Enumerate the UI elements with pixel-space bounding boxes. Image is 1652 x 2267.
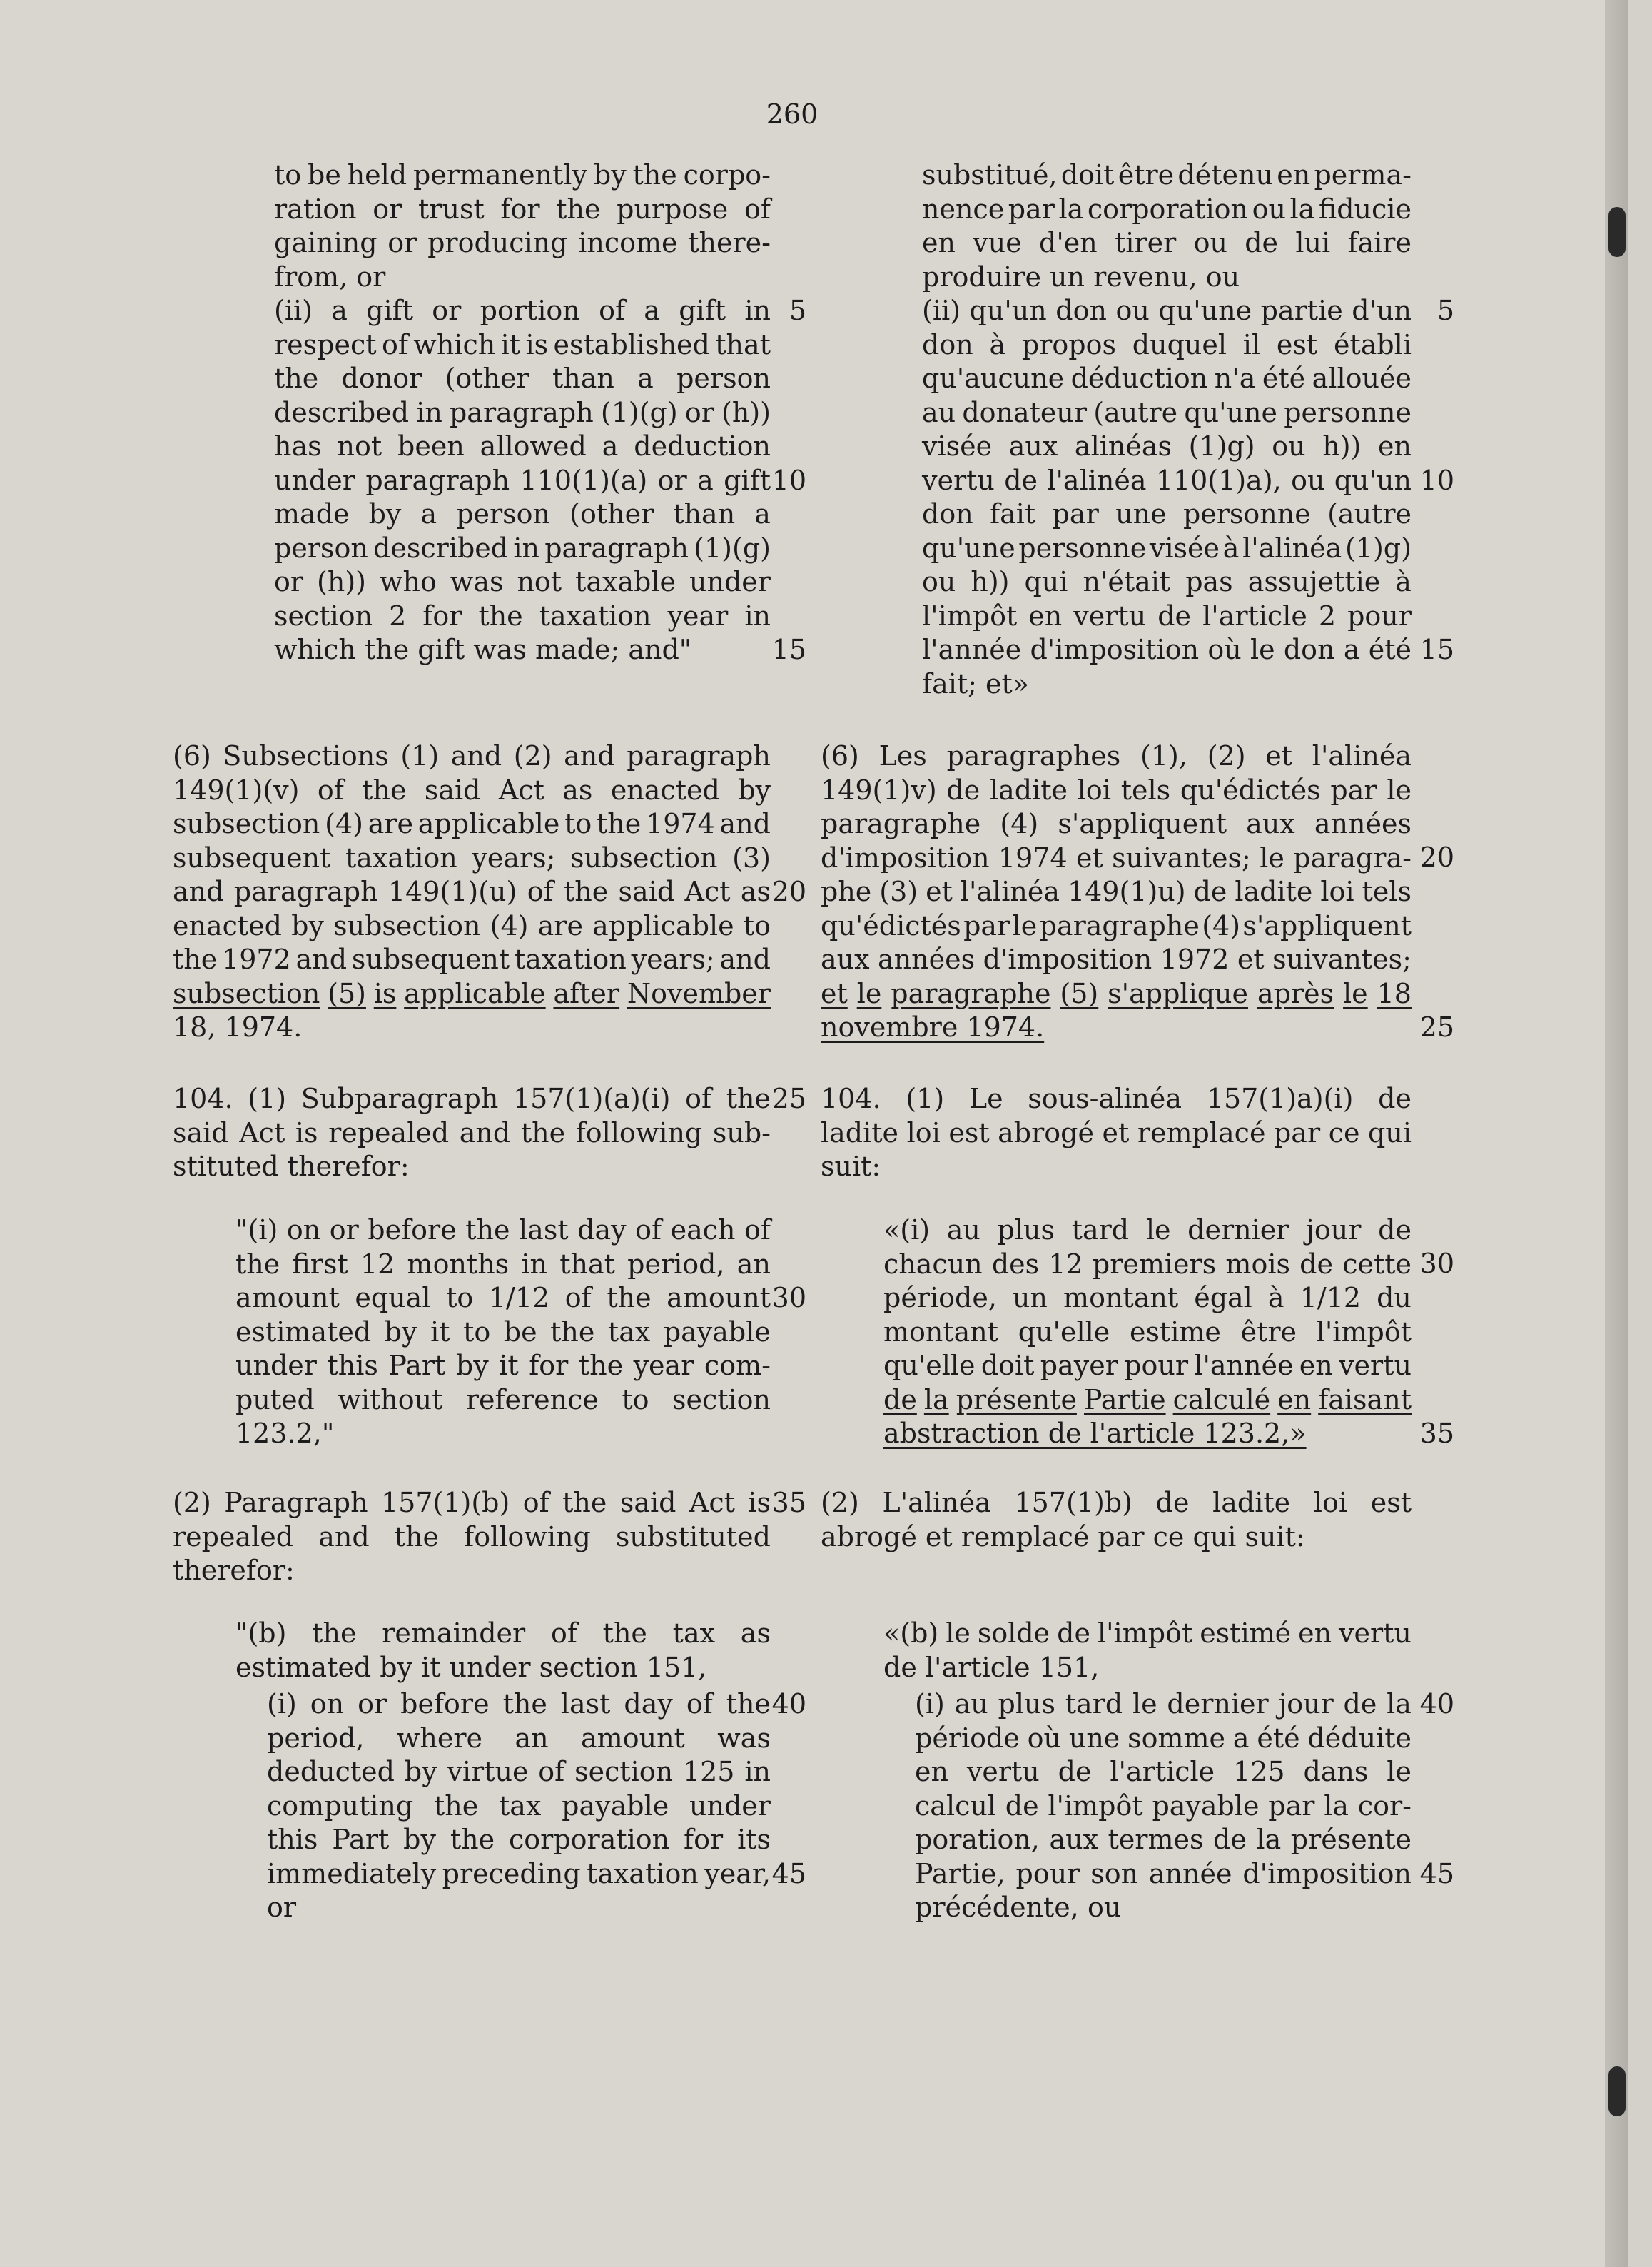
line-number: 15 xyxy=(1419,634,1454,665)
text-line: which the gift was made; and" xyxy=(274,634,692,665)
text-line: from, or xyxy=(274,261,386,293)
text-line: "(i) on or before the last day of each of xyxy=(235,1214,771,1246)
text-line: deducted by virtue of section 125 in xyxy=(267,1756,771,1787)
text-line: ladite loi est abrogé et remplacé par ce qui xyxy=(821,1116,1412,1148)
text-line: qu'elle doit payer pour l'année en vertu xyxy=(883,1350,1412,1381)
text-line: estimated by it to be the tax payable xyxy=(235,1316,771,1348)
text-line: abrogé et remplacé par ce qui suit: xyxy=(821,1520,1305,1552)
line-number: 30 xyxy=(1419,1248,1454,1279)
text-line: en vertu de l'article 125 dans le xyxy=(915,1756,1412,1787)
text-line: l'impôt en vertu de l'article 2 pour xyxy=(922,600,1412,632)
fr-para-clause-i xyxy=(915,1687,1412,1925)
line-number: 35 xyxy=(1419,1418,1454,1449)
text-line: repealed and the following substituted xyxy=(173,1520,771,1552)
fr-para-paragraph-b xyxy=(883,1617,1412,1685)
text-line: substitué, doit être détenu en perma- xyxy=(922,159,1412,191)
line-number: 10 xyxy=(1419,465,1454,496)
text-line: 149(1)v) de ladite loi tels qu'édictés par le xyxy=(821,774,1412,806)
text-line: gaining or producing income there- xyxy=(274,227,771,258)
text-line: the donor (other than a person xyxy=(274,363,771,394)
text-line: en vue d'en tirer ou de lui faire xyxy=(922,227,1412,258)
text-line: "(b) the remainder of the tax as xyxy=(235,1617,771,1649)
en-para-section-104-1 xyxy=(173,1082,771,1184)
text-line: made by a person (other than a xyxy=(274,498,771,530)
text-line: this Part by the corporation for its xyxy=(267,1824,771,1855)
text-line: (2) Paragraph 157(1)(b) of the said Act is xyxy=(173,1487,771,1518)
en-para-subparagraph-i xyxy=(235,1213,771,1451)
text-line-underlined: novembre 1974. xyxy=(821,1011,1045,1043)
text-line: don à propos duquel il est établi xyxy=(922,328,1412,360)
text-line: amount equal to 1/12 of the amount xyxy=(235,1282,771,1313)
text-line: section 2 for the taxation year in xyxy=(274,600,771,632)
text-line: estimated by it under section 151, xyxy=(235,1651,707,1683)
text-line-underlined: subsection (5) is applicable after November xyxy=(173,977,771,1009)
text-line: période où une somme a été déduite xyxy=(915,1722,1412,1754)
text-line: poration, aux termes de la présente xyxy=(915,1824,1412,1855)
text-line: qu'aucune déduction n'a été allouée xyxy=(922,363,1412,394)
text-line: de l'article 151, xyxy=(883,1651,1100,1683)
text-line: to be held permanently by the corpo- xyxy=(274,159,771,191)
text-line: or xyxy=(267,1892,297,1923)
text-line: (i) on or before the last day of the xyxy=(267,1688,771,1720)
en-para-paragraph-b xyxy=(235,1617,771,1685)
text-line: Partie, pour son année d'imposition xyxy=(915,1857,1412,1889)
line-number: 20 xyxy=(771,876,806,907)
text-line: vertu de l'alinéa 110(1)a), ou qu'un xyxy=(922,464,1412,496)
en-para-clause-i xyxy=(267,1687,771,1925)
line-number: 5 xyxy=(1436,295,1454,326)
line-number: 5 xyxy=(789,295,806,326)
text-line: «(i) au plus tard le dernier jour de xyxy=(883,1214,1412,1246)
line-number: 30 xyxy=(771,1282,806,1313)
text-line: (2) L'alinéa 157(1)b) de ladite loi est xyxy=(821,1487,1412,1518)
en-para-subsection-6 xyxy=(173,739,771,1045)
binder-hole-bottom xyxy=(1608,2066,1626,2116)
fr-para-quote-continuation xyxy=(922,158,1412,701)
text-line: l'année d'imposition où le don a été xyxy=(922,634,1412,665)
text-line: qu'édictés par le paragraphe (4) s'appliquent xyxy=(821,909,1412,941)
text-line: person described in paragraph (1)(g) xyxy=(274,532,771,564)
text-line: and paragraph 149(1)(u) of the said Act as xyxy=(173,876,771,907)
text-line: the first 12 months in that period, an xyxy=(235,1248,771,1280)
text-line: computing the tax payable under xyxy=(267,1789,771,1822)
fr-para-subsection-6 xyxy=(821,739,1412,1045)
text-line: 104. (1) Le sous-alinéa 157(1)a)(i) de xyxy=(821,1083,1412,1114)
text-line: (6) Subsections (1) and (2) and paragraph xyxy=(173,740,771,772)
binder-hole-top xyxy=(1608,207,1626,257)
text-line: respect of which it is established that xyxy=(274,328,771,360)
text-line: 149(1)(v) of the said Act as enacted by xyxy=(173,774,771,806)
text-line: précédente, ou xyxy=(915,1892,1122,1923)
text-line: period, where an amount was xyxy=(267,1722,771,1754)
text-line: montant qu'elle estime être l'impôt xyxy=(883,1316,1412,1348)
text-line: paragraphe (4) s'appliquent aux années xyxy=(821,808,1412,839)
text-line: phe (3) et l'alinéa 149(1)u) de ladite loi tels xyxy=(821,876,1412,907)
text-line: visée aux alinéas (1)g) ou h)) en xyxy=(922,430,1412,462)
text-line: chacun des 12 premiers mois de cette xyxy=(883,1248,1412,1280)
fr-para-section-104-2 xyxy=(821,1486,1412,1554)
text-line: produire un revenu, ou xyxy=(922,261,1240,293)
text-line: (ii) a gift or portion of a gift in xyxy=(274,295,771,326)
text-line: immediately preceding taxation year, xyxy=(267,1857,771,1889)
text-line: or (h)) who was not taxable under xyxy=(274,566,771,597)
text-line: d'imposition 1974 et suivantes; le paragra- xyxy=(821,842,1412,874)
text-line-underlined: et le paragraphe (5) s'applique après le 18 xyxy=(821,977,1412,1009)
line-number: 45 xyxy=(771,1858,806,1889)
text-line: fait; et» xyxy=(922,667,1030,700)
text-line: nence par la corporation ou la fiducie xyxy=(922,193,1412,225)
text-line: described in paragraph (1)(g) or (h)) xyxy=(274,396,771,428)
text-line-underlined: de la présente Partie calculé en faisant xyxy=(883,1383,1412,1415)
page-edge-shadow xyxy=(1605,0,1628,2267)
text-line: suit: xyxy=(821,1151,881,1182)
en-para-section-104-2 xyxy=(173,1486,771,1588)
text-line: 18, 1974. xyxy=(173,1011,303,1043)
text-line: (6) Les paragraphes (1), (2) et l'alinéa xyxy=(821,740,1412,772)
text-line: qu'une personne visée à l'alinéa (1)g) xyxy=(922,532,1412,564)
page-number: 260 xyxy=(766,99,819,130)
text-line: calcul de l'impôt payable par la cor- xyxy=(915,1789,1412,1822)
text-line: said Act is repealed and the following sub- xyxy=(173,1116,771,1148)
text-line: subsection (4) are applicable to the 1974 and xyxy=(173,808,771,839)
text-line: 123.2," xyxy=(235,1418,335,1449)
text-line: subsequent taxation years; subsection (3) xyxy=(173,842,771,874)
text-line: aux années d'imposition 1972 et suivantes; xyxy=(821,944,1412,975)
text-line: ration or trust for the purpose of xyxy=(274,193,771,225)
text-line: stituted therefor: xyxy=(173,1151,410,1182)
text-line: therefor: xyxy=(173,1555,295,1586)
line-number: 40 xyxy=(1419,1688,1454,1720)
text-line: under this Part by it for the year com- xyxy=(235,1350,771,1381)
text-line: the 1972 and subsequent taxation years; and xyxy=(173,944,771,975)
text-line: période, un montant égal à 1/12 du xyxy=(883,1282,1412,1313)
text-line: «(b) le solde de l'impôt estimé en vertu xyxy=(883,1617,1412,1649)
line-number: 25 xyxy=(771,1083,806,1114)
text-line-underlined: abstraction de l'article 123.2,» xyxy=(883,1418,1307,1449)
text-line: enacted by subsection (4) are applicable to xyxy=(173,909,771,941)
text-line: 104. (1) Subparagraph 157(1)(a)(i) of the xyxy=(173,1083,771,1114)
fr-para-section-104-1 xyxy=(821,1082,1412,1184)
text-line: puted without reference to section xyxy=(235,1383,771,1415)
fr-para-subparagraph-i xyxy=(883,1213,1412,1451)
text-line: ou h)) qui n'était pas assujettie à xyxy=(922,566,1412,597)
line-number: 45 xyxy=(1419,1858,1454,1889)
line-number: 20 xyxy=(1419,842,1454,873)
line-number: 25 xyxy=(1419,1011,1454,1043)
text-line: (ii) qu'un don ou qu'une partie d'un xyxy=(922,295,1412,326)
line-number: 10 xyxy=(771,465,806,496)
line-number: 35 xyxy=(771,1487,806,1518)
line-number: 15 xyxy=(771,634,806,665)
text-line: (i) au plus tard le dernier jour de la xyxy=(915,1688,1412,1720)
text-line: don fait par une personne (autre xyxy=(922,498,1412,530)
en-para-quote-continuation xyxy=(274,158,771,667)
text-line: under paragraph 110(1)(a) or a gift xyxy=(274,464,771,496)
text-line: au donateur (autre qu'une personne xyxy=(922,396,1412,428)
text-line: has not been allowed a deduction xyxy=(274,430,771,462)
line-number: 40 xyxy=(771,1688,806,1720)
